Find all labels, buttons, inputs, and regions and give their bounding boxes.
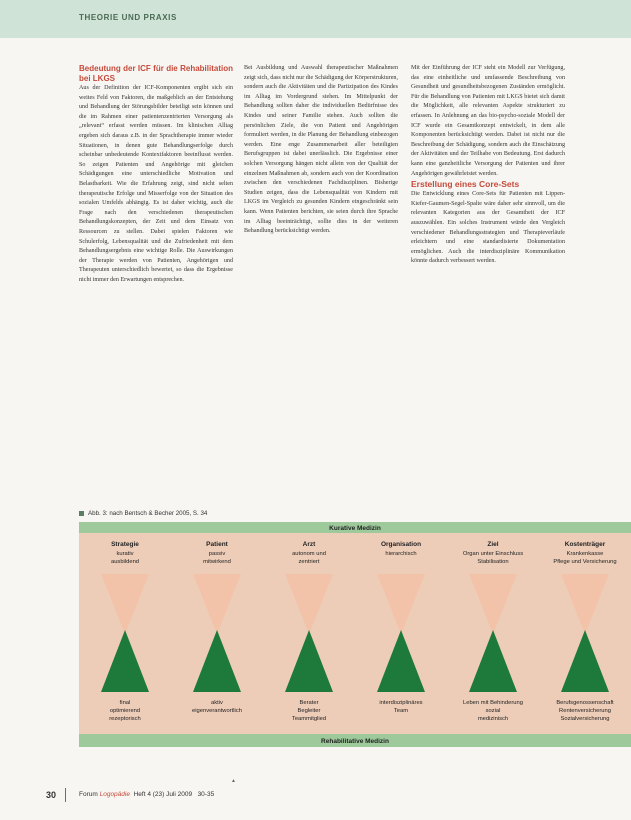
column-1: [79, 64, 233, 285]
footer-rule: [65, 788, 66, 802]
page-number: 30: [46, 790, 57, 800]
column-top-label: Pflege und Versicherung: [553, 559, 617, 565]
column-top-label: zentriert: [298, 559, 320, 565]
column-bottom-label: Berater: [299, 700, 319, 706]
column-bottom-label: rezeptorisch: [109, 716, 141, 722]
column-top-label: Stabilisation: [477, 559, 509, 565]
section-label: THEORIE UND PRAXIS: [79, 13, 177, 22]
column-bottom-label: Sozialversicherung: [560, 716, 610, 722]
column-3: [411, 64, 565, 267]
column-top-label: hierarchisch: [385, 551, 417, 557]
column-top-label: ausbildend: [110, 559, 140, 565]
figure-caption: [79, 510, 207, 517]
column-bottom-label: Berufsgenossenschaft: [556, 700, 614, 706]
column-bottom-label: interdisziplinäres: [379, 700, 423, 706]
tick-mark: ▲: [231, 778, 236, 784]
column-bottom-label: aktiv: [211, 700, 223, 706]
journal-italic: Logopädie: [99, 791, 130, 798]
column-bottom-label: optimierend: [109, 708, 141, 714]
column-title: Ziel: [487, 541, 499, 548]
column-bottom-label: medizinisch: [477, 716, 509, 722]
column-bottom-label: Leben mit Behinderung: [463, 700, 523, 706]
column-1-text: Aus der Definition der ICF-Komponenten ergibt sich ein weites Feld von Faktoren, die maßgeblich an der Entstehung und Behandlung der Störungsbilder beteiligt sein können und die im Rahmen einer patientenzentrierten Versorgung als „relevant“ erfasst werden müssen. Im klinischen Alltag ergeben sich daraus z.B. in der Sprachtherapie immer wieder Situationen, in denen gute Behandlungserfolge durch scheinbar unbedeutende Kontextfaktoren beeinflusst werden. So zeigen Patienten und Angehörige mit gleichen Schädigungen eine unterschiedliche Motivation und Belastbarkeit. Wie die Erfahrung zeigt, sind nicht selten therapeutische Erfolge und Misserfolge von der Situation des sozialen Umfelds abhängig. Es ist daher wichtig, auch die Frage nach den verschiedenen therapeutischen Behandlungskonzepten, der Zeit und dem Einsatz von Ressourcen zu stellen. Dabei spielen Faktoren wie Schulerfolg, Lebensqualität und die Zufriedenheit mit dem Behandlungsergebnis eine wichtige Rolle. Die Auswirkungen der Therapie werden von Patienten, Angehörigen und Therapeuten unterschiedlich bewertet, so dass die Ergebnisse nicht immer den Erwartungen entsprechen.: [79, 85, 233, 283]
figure-caption-text: Abb. 3: nach Bentsch & Becher 2005, S. 34: [88, 510, 208, 517]
column-bottom-label: Begleiter: [297, 708, 321, 714]
heading-icf-bedeutung: Bedeutung der ICF für die Rehabilitation bei LKGS: [79, 64, 233, 83]
column-top-label: Krankenkasse: [566, 551, 604, 557]
heading-core-set: Erstellung eines Core-Sets: [411, 179, 520, 190]
column-title: Organisation: [380, 541, 422, 548]
column-top-label: mitwirkend: [203, 559, 231, 565]
column-bottom-label: final: [119, 700, 131, 706]
bottom-band-label: Rehabilitative Medizin: [321, 738, 389, 745]
column-bottom-label: eigenverantwortlich: [192, 708, 242, 714]
column-3-text-2: Die Entwicklung eines Core-Sets für Patienten mit Lippen-Kiefer-Gaumen-Segel-Spalte wäre daher sehr sinnvoll, um die relevanten Kategorien aus der Gesamtheit der ICF auszuwählen. Ein solches Instrument würde den Vergleich verschiedener Behandlungsstrategien und Therapieverläufe erleichtern und eine standardisierte Dokumentation ermöglichen. Auch die interdisziplinäre Kommunikation könnte dadurch verbessert werden.: [411, 191, 565, 265]
column-top-label: autonom und: [292, 551, 326, 557]
caption-square-icon: [79, 511, 84, 516]
column-title: Kostenträger: [564, 541, 606, 548]
journal-line: [79, 791, 214, 798]
column-title: Strategie: [111, 541, 139, 548]
column-bottom-label: Team: [393, 708, 409, 714]
column-top-label: passiv: [208, 551, 226, 557]
column-title: Arzt: [302, 541, 316, 548]
column-bottom-label: Rentenversicherung: [559, 708, 611, 714]
column-top-label: kurativ: [116, 551, 134, 557]
journal-issue: Heft 4 (23) Juli 2009: [133, 791, 193, 798]
column-top-label: Organ unter Einschluss: [462, 551, 524, 557]
column-bottom-label: Teammitglied: [291, 716, 327, 722]
column-2-text: Bei Ausbildung und Auswahl therapeutischer Maßnahmen zeigt sich, dass nicht nur die Schädigung der Körperstrukturen, sondern auch die Aktivitäten und die Partizipation des Kindes im Alltag im Vordergrund stehen. Im Mittelpunkt der Behandlung sollten daher die individuellen Bedürfnisse des Kindes und seiner Familie stehen. Auch sollten die persönlichen Ziele, die von Patient und Angehörigen formuliert werden, in die Planung der Behandlung einbezogen werden. Eine enge Zusammenarbeit aller beteiligten Berufsgruppen ist dabei unerlässlich. Die Ergebnisse einer solchen Versorgung hängen nicht allein von der Qualität der einzelnen Maßnahmen ab, sondern auch von der Koordination zwischen den verschiedenen Fachdisziplinen. Bisherige Studien zeigen, dass die Lebensqualität von Kindern mit LKGS im Vergleich zu gesunden Kindern eingeschränkt sein kann. Wenn Patienten berichten, sie seien durch ihre Sprache im Alltag beeinträchtigt, sollte dies in der weiteren Behandlung berücksichtigt werden.: [244, 65, 398, 235]
journal-pages: 30-35: [197, 791, 215, 798]
column-2: [244, 64, 398, 237]
figure-background: [79, 522, 631, 747]
top-band-label: Kurative Medizin: [329, 525, 381, 532]
column-bottom-label: sozial: [485, 708, 501, 714]
column-3-text: Mit der Einführung der ICF steht ein Modell zur Verfügung, das eine einheitliche und umfassende Beschreibung von Gesundheit und gesundheitsbezogenen Zuständen ermöglicht. Für die Behandlung von Patienten mit LKGS bietet sich damit die Möglichkeit, alle relevanten Aspekte strukturiert zu erfassen. In Anlehnung an das bio-psycho-soziale Modell der ICF wurde ein Gesamtkonzept entwickelt, in dem alle Komponenten berücksichtigt werden. Dabei ist nicht nur die Beschreibung der Schädigung, sondern auch die Einschätzung der Aktivitäten und der Teilhabe von Bedeutung. Erst dadurch kann eine ganzheitliche Versorgung der Patienten und ihrer Angehörigen gewährleistet werden.: [411, 65, 565, 177]
figure-medizin-diagram: [79, 522, 631, 747]
journal-prefix: Forum: [79, 791, 100, 798]
column-title: Patient: [206, 541, 228, 548]
